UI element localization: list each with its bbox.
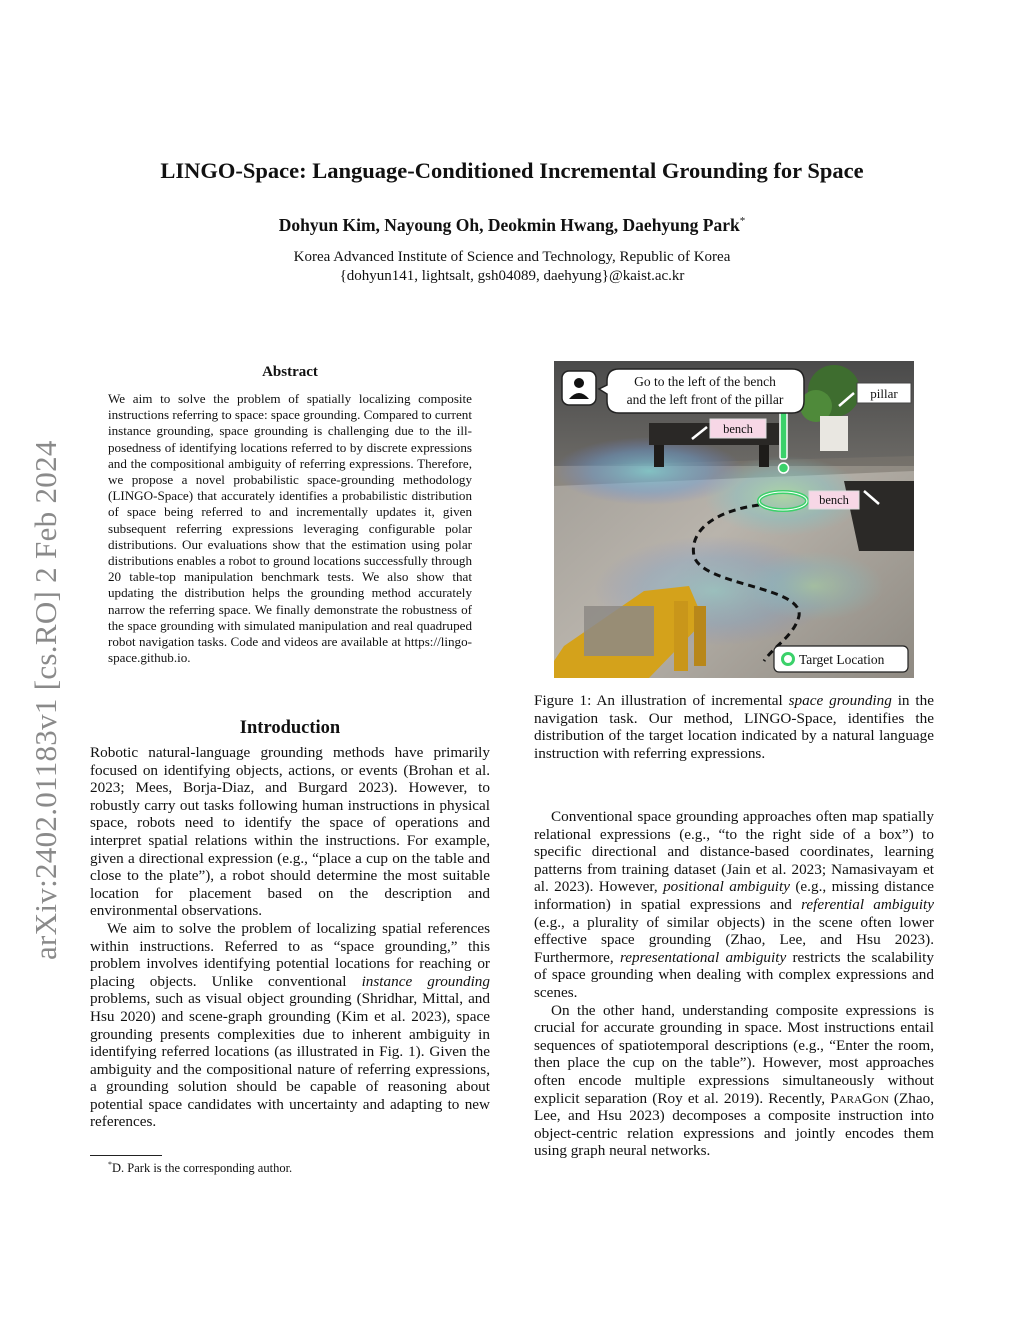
- bench-top-leg-left: [654, 445, 664, 467]
- bench-top-label: bench: [723, 422, 753, 436]
- figure-1-image: [554, 361, 914, 678]
- legend-label: Target Location: [799, 652, 885, 667]
- author-names: Dohyun Kim, Nayoung Oh, Deokmin Hwang, Daehyung Park: [278, 215, 740, 235]
- right-column-body: [534, 808, 934, 1160]
- right-paragraph-1: Conventional space grounding approaches often map spatially relational expressions (e.g., “to the right side of a box”) to specific directional and distance-based coordinates, learning patterns from training dataset (Jain et al. 2023; Namasivayam et al. 2023). However, positional ambiguity (e.g., missing distance information) in spatial expressions and referential ambiguity (e.g., a plurality of similar objects) in the scene often lower effective space grounding (Zhao, Lee, and Hsu 2023). Furthermore, representational ambiguity restricts the scalability of space grounding when dealing with complex expressions and scenes.: [534, 808, 934, 1001]
- author-emails: {dohyun141, lightsalt, gsh04089, daehyung}@kaist.ac.kr: [339, 268, 685, 284]
- affiliation: Korea Advanced Institute of Science and Technology, Republic of Korea: [293, 249, 731, 265]
- exclamation-mark-dot: [779, 463, 789, 473]
- introduction-body: [90, 744, 490, 1131]
- intro-paragraph-1: Robotic natural-language grounding methods have primarily focused on identifying objects, actions, or events (Brohan et al. 2023; Mees, Borja-Diaz, and Burgard 2023). However, to robustly carry out tasks following human instructions in physical space, robots need to identify the space of operations and interpret spatial relations within the instructions. For example, given a directional expression (e.g., “place a cup on the table and close to the plate”), a robot should determine the most suitable location for placement based on the description and environmental observations.: [90, 744, 490, 920]
- speech-line-2: and the left front of the pillar: [626, 392, 784, 407]
- figure-1-caption: Figure 1: An illustration of incremental space grounding in the navigation task. Our method, LINGO-Space, identifies the distribution of the target location indicated by a natural language instruction with referring expressions.: [534, 692, 934, 762]
- robot-leg-1: [674, 601, 688, 671]
- author-footnote-mark: *: [739, 215, 746, 228]
- bench-right-label: bench: [819, 493, 849, 507]
- distribution-area-right: [744, 551, 884, 621]
- robot-blurred-region: [584, 606, 654, 656]
- speech-line-1: Go to the left of the bench: [634, 374, 776, 389]
- footnote-rule: [90, 1155, 162, 1156]
- figure-1-illustration: [554, 361, 914, 678]
- pillar-label: pillar: [870, 386, 898, 401]
- abstract-text: We aim to solve the problem of spatially localizing composite instructions referring to space: space grounding. Compared to current instance grounding, space grounding is challenging due to the ill-posedness of identifying locations referred to by discrete expressions and the compositional ambiguity of referring expressions. Therefore, we propose a novel probabilistic space-grounding methodology (LINGO-Space) that accurately identifies a probabilistic distribution of space being referred to and incrementally updates it, given subsequent referring expressions leveraging configurable polar distributions. Our evaluations show that the estimation using polar distributions enables a robot to ground locations successfully through 20 table-top manipulation benchmark tests. We also show that updating the distribution helps the grounding method accurately narrow the referring space. We finally demonstrate the robustness of the space grounding with simulated manipulation and real quadruped robot navigation tasks. Code and videos are available at https://lingo-space.github.io.: [108, 391, 472, 666]
- paper-title: LINGO-Space: Language-Conditioned Incremental Grounding for Space: [160, 158, 864, 183]
- author-list: [90, 215, 934, 236]
- plant-pot: [820, 416, 848, 451]
- arxiv-identifier: arXiv:2402.01183v1 [cs.RO] 2 Feb 2024: [28, 440, 63, 960]
- intro-paragraph-2: We aim to solve the problem of localizing spatial references within instructions. Referred to as “space grounding,” this problem involves identifying potential locations for reaching or placing objects. Unlike conventional instance grounding problems, such as visual object grounding (Shridhar, Mittal, and Hsu 2020) and scene-graph grounding (Kim et al. 2023), space grounding presents complexities due to inherent ambiguity in identifying referred locations (as illustrated in Fig. 1). Given the ambiguity and the compositional nature of referring expressions, a grounding solution should be capable of reasoning about potential space candidates with uncertainty and adapting to new references.: [90, 919, 490, 1131]
- footnote: *D. Park is the corresponding author.: [108, 1160, 293, 1176]
- bench-top-leg-right: [759, 445, 769, 467]
- abstract-heading: Abstract: [262, 364, 318, 380]
- introduction-heading: Introduction: [239, 718, 341, 738]
- exclamation-mark-bar: [780, 409, 787, 459]
- robot-leg-2: [694, 606, 706, 666]
- right-paragraph-2: On the other hand, understanding composite expressions is crucial for accurate grounding in space. Most instructions entail sequences of spatiotemporal descriptions (e.g., “Enter the room, then place the cup on the table”). However, most approaches often encode multiple expressions simultaneously without explicit separation (Roy et al. 2019). Recently, ParaGon (Zhao, Lee, and Hsu 2023) decomposes a composite instruction into object-centric relation expressions and jointly encodes them using graph neural networks.: [534, 1001, 934, 1160]
